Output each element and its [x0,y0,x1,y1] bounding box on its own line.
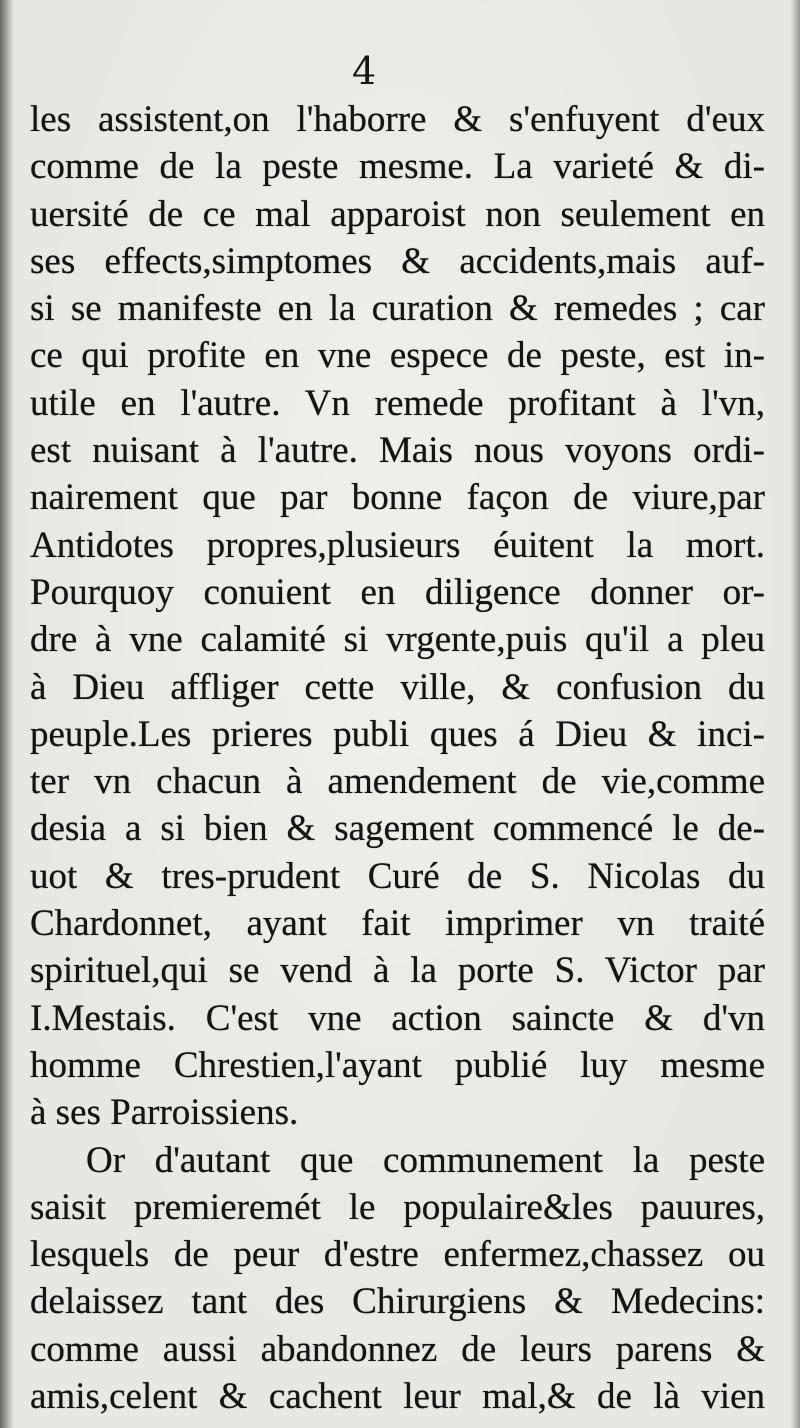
text-line: saisit premieremét le populaire&les pauures, [30,1186,765,1228]
text-line: si se manifeste en la curation & remedes ; car [30,288,765,330]
text-line: amis,celent & cachent leur mal,& de là vien [30,1376,765,1418]
text-line: Pourquoy conuient en diligence donner or- [30,571,765,613]
text-line: dre à vne calamité si vrgente,puis qu'il a pleu [30,619,765,661]
text-line: à Dieu affliger cette ville, & confusion du [30,666,765,708]
text-line: les assistent,on l'haborre & s'enfuyent d'eux [30,99,765,140]
text-line: homme Chrestien,l'ayant publié luy mesme [30,1044,765,1086]
text-line: I.Mestais. C'est vne action saincte & d'vn [30,997,765,1039]
page-number: 4 [352,49,377,93]
text-line: delaissez tant des Chirurgiens & Medecins: [30,1281,765,1323]
text-line: uot & tres-prudent Curé de S. Nicolas du [30,855,765,897]
page-shadow-left [0,0,14,1428]
text-line: Antidotes propres,plusieurs éuitent la mort. [30,524,765,566]
text-line: comme de la peste mesme. La varieté & di- [30,146,765,188]
body-text [30,96,765,1420]
paragraph-end-line: à ses Parroissiens. [30,1092,299,1134]
text-line: ter vn chacun à amendement de vie,comme [30,761,765,803]
page-shadow-right [790,0,800,1428]
text-line: est nuisant à l'autre. Mais nous voyons ordi- [30,430,765,472]
text-line: utile en l'autre. Vn remede profitant à l'vn, [30,382,765,424]
text-line: comme aussi abandonnez de leurs parens & [30,1328,765,1370]
text-line: desia a si bien & sagement commencé le de- [30,808,765,850]
paragraph-start-line: Or d'autant que communement la peste [86,1139,765,1181]
text-line: nairement que par bonne façon de viure,par [30,477,765,519]
text-line: spirituel,qui se vend à la porte S. Victor par [30,950,765,992]
text-line: ses effects,simptomes & accidents,mais auf- [30,240,765,282]
text-line: Chardonnet, ayant fait imprimer vn traité [30,903,765,945]
text-line: ce qui profite en vne espece de peste, est in- [30,335,765,377]
text-line: lesquels de peur d'estre enfermez,chassez ou [30,1234,765,1276]
text-line: uersité de ce mal apparoist non seulement en [30,193,765,235]
text-line: peuple.Les prieres publi ques á Dieu & inci- [30,713,765,755]
